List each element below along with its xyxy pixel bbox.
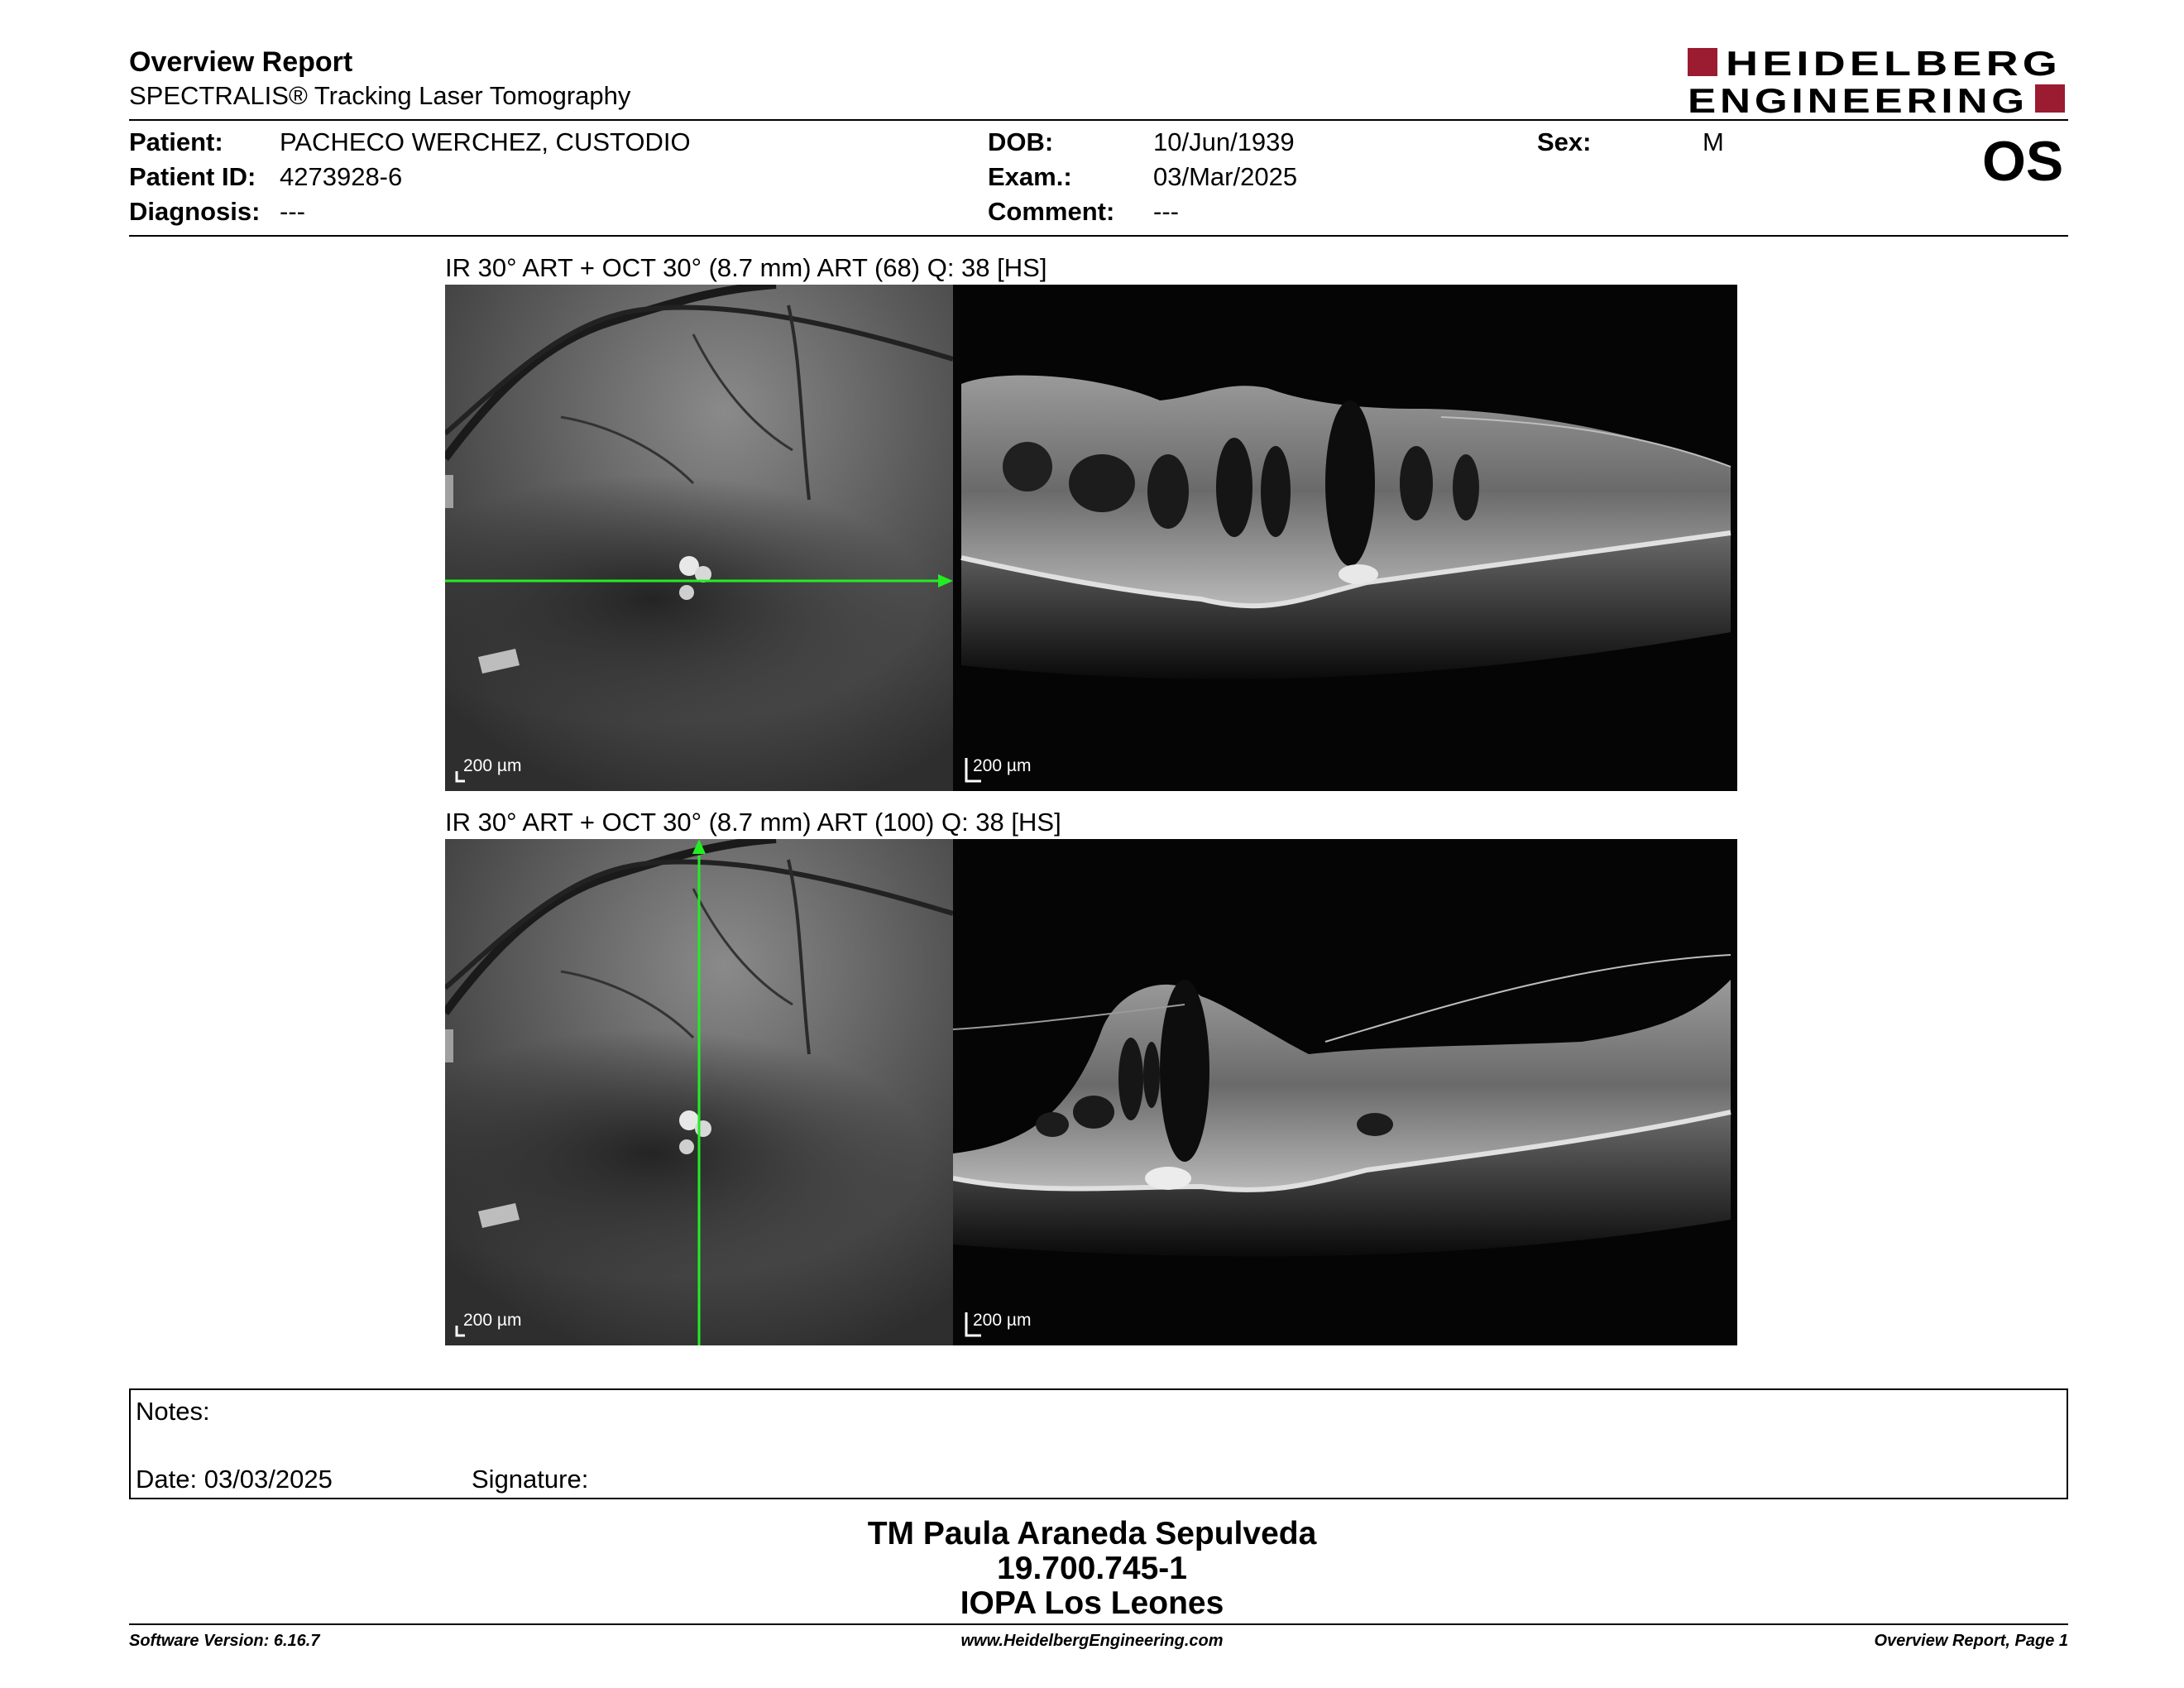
logo-line1: HEIDELBERG (1726, 45, 2062, 83)
fundus-image-1 (445, 285, 953, 791)
oct-bscan-1 (953, 285, 1737, 791)
scan-panel-2 (445, 839, 1737, 1345)
patient-id: 4273928-6 (280, 162, 403, 191)
dob-value: 10/Jun/1939 (1153, 127, 1295, 156)
website-link[interactable]: www.HeidelbergEngineering.com (960, 1632, 1224, 1650)
fundus-image-2 (445, 839, 953, 1345)
patient-id-label: Patient ID: (129, 162, 256, 191)
logo-line2: ENGINEERING (1688, 81, 2028, 116)
fundus-scale-label-1: 200 µm (463, 756, 522, 775)
operator-id: 19.700.745-1 (997, 1551, 1187, 1586)
notes-label: Notes: (136, 1397, 210, 1426)
signature-label: Signature: (472, 1465, 589, 1494)
patient-name: PACHECO WERCHEZ, CUSTODIO (280, 127, 691, 156)
scan-caption-2: IR 30° ART + OCT 30° (8.7 mm) ART (100) Q: 38 [HS] (445, 808, 1061, 837)
heidelberg-logo (1688, 45, 2068, 116)
eye-indicator: OS (1982, 130, 2064, 193)
header-divider (129, 119, 2068, 121)
comment-label: Comment: (988, 197, 1115, 226)
notes-date: Date: 03/03/2025 (136, 1465, 333, 1494)
oct-scale-label-2: 200 µm (973, 1311, 1032, 1330)
operator-clinic: IOPA Los Leones (960, 1585, 1224, 1621)
scan-panel-1 (445, 285, 1737, 791)
exam-value: 03/Mar/2025 (1153, 162, 1298, 191)
comment-value: --- (1153, 197, 1179, 226)
sex-value: M (1703, 127, 1724, 156)
software-version: Software Version: 6.16.7 (129, 1632, 320, 1650)
diagnosis-label: Diagnosis: (129, 197, 261, 226)
sex-label: Sex: (1537, 127, 1592, 156)
page-indicator: Overview Report, Page 1 (1874, 1632, 2068, 1650)
scan-caption-1: IR 30° ART + OCT 30° (8.7 mm) ART (68) Q: 38 [HS] (445, 253, 1047, 282)
patient-label: Patient: (129, 127, 223, 156)
patient-divider (129, 235, 2068, 237)
report-subtitle: SPECTRALIS® Tracking Laser Tomography (129, 81, 631, 110)
report-title: Overview Report (129, 46, 353, 78)
oct-scale-label-1: 200 µm (973, 756, 1032, 775)
exam-label: Exam.: (988, 162, 1072, 191)
oct-bscan-2 (953, 839, 1737, 1345)
notes-box[interactable] (129, 1388, 2068, 1499)
footer-divider (129, 1623, 2068, 1625)
diagnosis-value: --- (280, 197, 305, 226)
fundus-scale-label-2: 200 µm (463, 1311, 522, 1330)
operator-name: TM Paula Araneda Sepulveda (867, 1516, 1317, 1551)
dob-label: DOB: (988, 127, 1054, 156)
